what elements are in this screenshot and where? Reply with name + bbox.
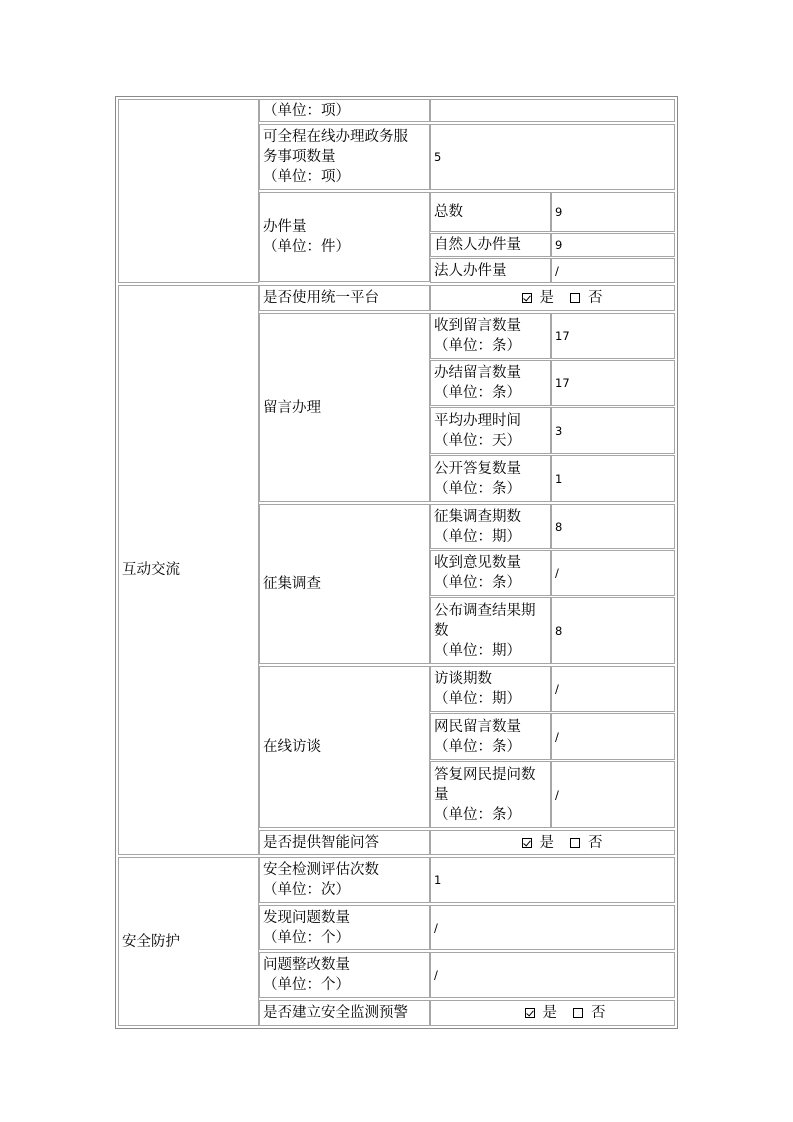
unified-yes-label: 是 xyxy=(539,290,554,306)
unified-yes-checkbox[interactable] xyxy=(522,293,532,303)
messages-completed-value: 17 xyxy=(551,360,675,406)
security-monitoring-options xyxy=(430,1000,675,1026)
messages-received-value: 17 xyxy=(551,313,675,359)
unified-platform-label: 是否使用统一平台 xyxy=(259,285,430,311)
interview-netizen-label: 网民留言数量 （单位：条） xyxy=(430,713,551,760)
survey-results-value: 8 xyxy=(551,597,675,664)
security-issues-value: / xyxy=(430,905,675,950)
smart-qa-yes-label: 是 xyxy=(539,834,554,851)
interview-periods-label: 访谈期数 （单位：期） xyxy=(430,666,551,712)
messages-completed-label: 办结留言数量 （单位：条） xyxy=(430,360,551,406)
cases-legal-label: 法人办件量 xyxy=(430,258,551,283)
unit-item-label: （单位：项） xyxy=(259,99,430,122)
category-interaction: 互动交流 xyxy=(118,285,259,855)
cases-total-label: 总数 xyxy=(430,192,551,232)
survey-label: 征集调查 xyxy=(259,504,430,664)
smart-qa-no-label: 否 xyxy=(588,834,603,851)
monitoring-yes-label: 是 xyxy=(542,1005,557,1021)
interview-periods-value: / xyxy=(551,666,675,712)
messages-avg-time-label: 平均办理时间 （单位：天） xyxy=(430,407,551,454)
unified-platform-options xyxy=(430,285,675,311)
interview-label: 在线访谈 xyxy=(259,666,430,828)
smart-qa-label: 是否提供智能问答 xyxy=(259,830,430,855)
smart-qa-no-checkbox[interactable] xyxy=(570,838,580,848)
cases-natural-value: 9 xyxy=(551,233,675,257)
survey-periods-value: 8 xyxy=(551,504,675,549)
category-security: 安全防护 xyxy=(118,857,259,1026)
monitoring-no-checkbox[interactable] xyxy=(573,1008,583,1018)
messages-public-value: 1 xyxy=(551,455,675,502)
smart-qa-options xyxy=(430,830,675,855)
monitoring-yes-checkbox[interactable] xyxy=(525,1008,535,1018)
security-fixes-label: 问题整改数量 （单位：个） xyxy=(259,952,430,998)
security-tests-label: 安全检测评估次数 （单位：次） xyxy=(259,857,430,903)
cases-natural-label: 自然人办件量 xyxy=(430,233,551,257)
messages-received-label: 收到留言数量 （单位：条） xyxy=(430,313,551,359)
security-tests-value: 1 xyxy=(430,857,675,903)
cases-label: 办件量 （单位：件） xyxy=(259,192,430,282)
unified-no-checkbox[interactable] xyxy=(570,293,580,303)
online-items-label: 可全程在线办理政务服 务事项数量 （单位：项） xyxy=(259,124,430,190)
smart-qa-yes-checkbox[interactable] xyxy=(522,838,532,848)
unified-no-label: 否 xyxy=(588,290,603,306)
interview-netizen-value: / xyxy=(551,713,675,760)
survey-opinions-value: / xyxy=(551,550,675,596)
security-issues-label: 发现问题数量 （单位：个） xyxy=(259,905,430,950)
online-items-value: 5 xyxy=(430,124,675,190)
messages-public-label: 公开答复数量 （单位：条） xyxy=(430,455,551,502)
messages-avg-time-value: 3 xyxy=(551,407,675,454)
monitoring-no-label: 否 xyxy=(591,1005,606,1021)
survey-results-label: 公布调查结果期 数 （单位：期） xyxy=(430,597,551,664)
survey-opinions-label: 收到意见数量 （单位：条） xyxy=(430,550,551,596)
cases-legal-value: / xyxy=(551,258,675,283)
security-monitoring-label: 是否建立安全监测预警 xyxy=(259,1000,430,1026)
cases-total-value: 9 xyxy=(551,192,675,232)
interview-answers-value: / xyxy=(551,761,675,828)
category-cell-blank xyxy=(118,99,259,283)
unit-item-value xyxy=(430,99,675,122)
survey-periods-label: 征集调查期数 （单位：期） xyxy=(430,504,551,549)
interview-answers-label: 答复网民提问数 量 （单位：条） xyxy=(430,761,551,828)
messages-label: 留言办理 xyxy=(259,313,430,502)
security-fixes-value: / xyxy=(430,952,675,998)
